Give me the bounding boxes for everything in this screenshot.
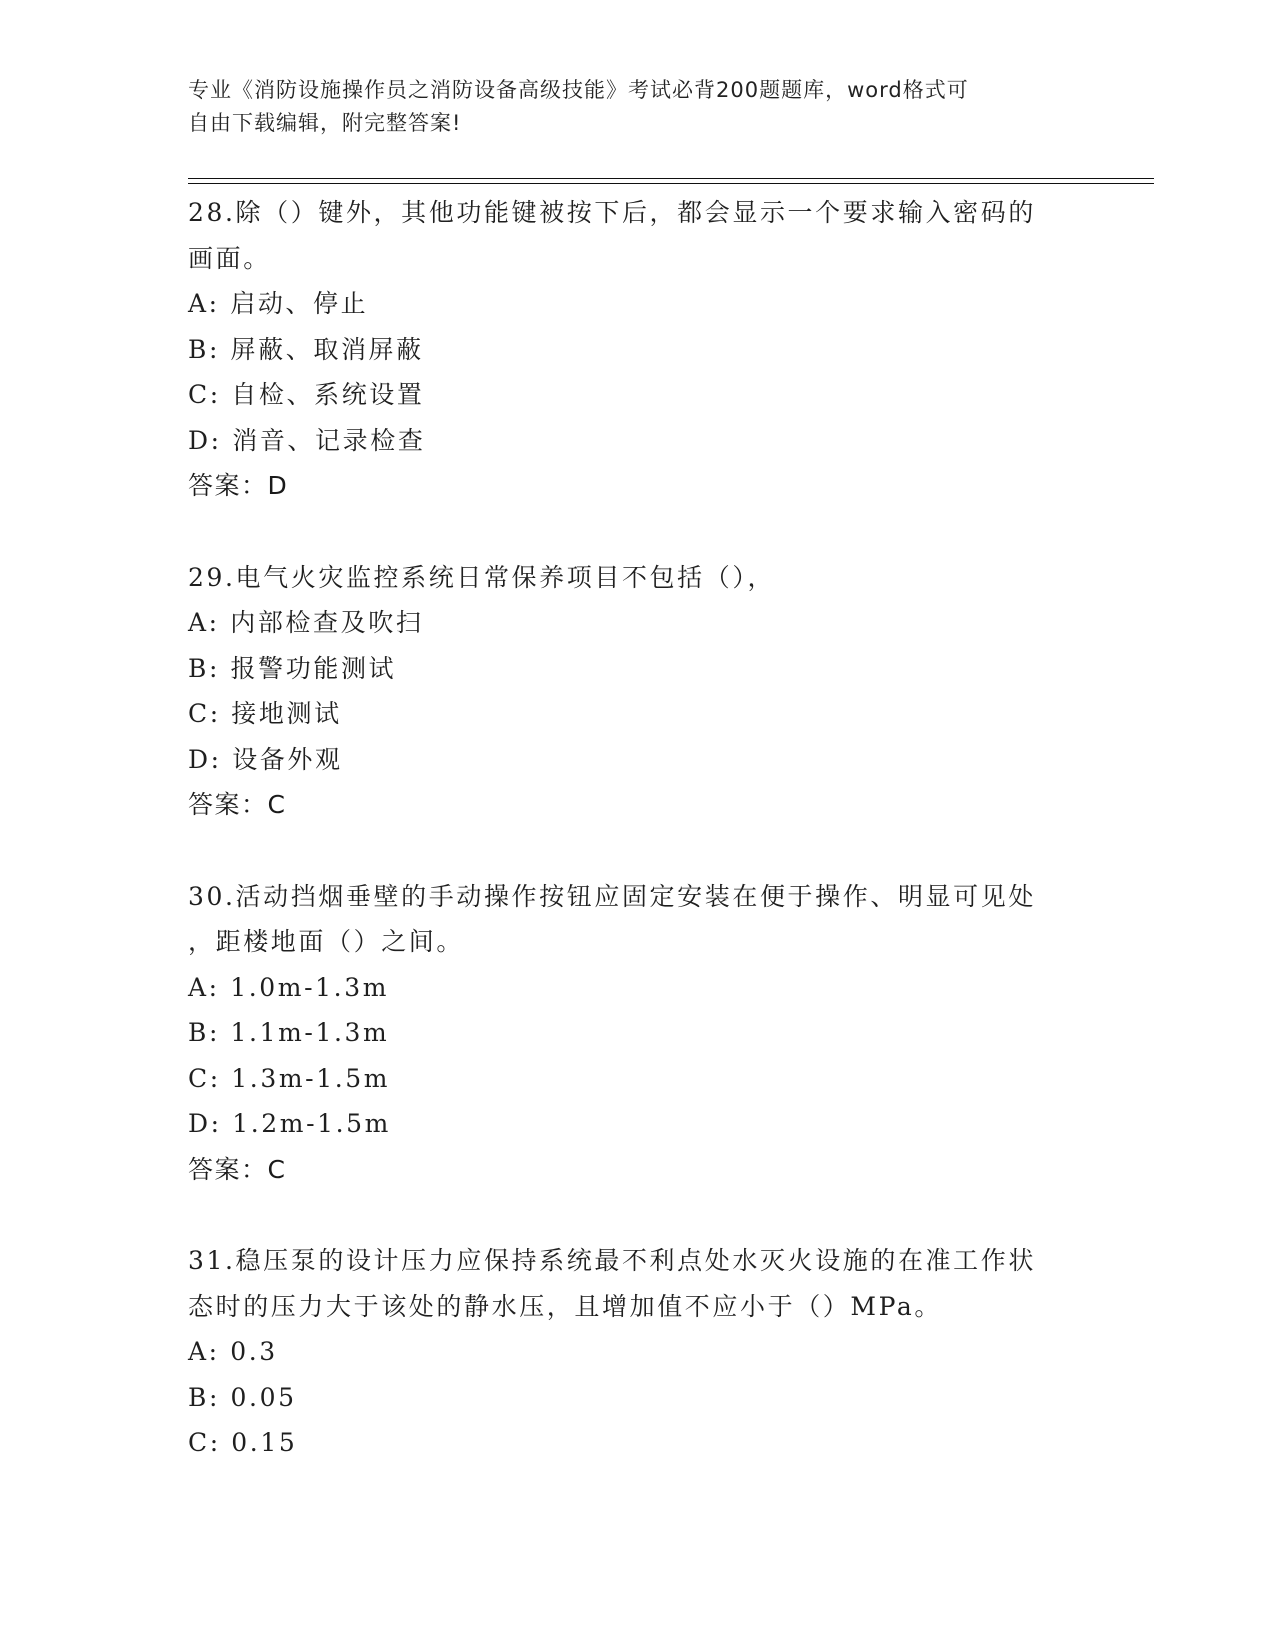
- question-31: [188, 1238, 1088, 1466]
- option-b: B: 报警功能测试: [188, 653, 397, 683]
- option-b: B: 0.05: [188, 1382, 297, 1412]
- option-d: D: 设备外观: [188, 744, 343, 774]
- question-stem-line: 30.活动挡烟垂壁的手动操作按钮应固定安装在便于操作、明显可见处: [188, 881, 1036, 911]
- header-divider-bottom: [188, 183, 1154, 184]
- question-stem-line: 29.电气火灾监控系统日常保养项目不包括（），: [188, 562, 776, 592]
- document-header: [188, 74, 1088, 140]
- option-c: C: 自检、系统设置: [188, 380, 425, 409]
- option-b: B: 屏蔽、取消屏蔽: [188, 334, 424, 364]
- answer-label: 答案：D: [188, 471, 289, 500]
- question-stem-line: ，距楼地面（）之间。: [188, 927, 465, 956]
- option-c: C: 0.15: [188, 1428, 298, 1457]
- option-c: C: 1.3m-1.5m: [188, 1063, 391, 1093]
- option-d: D: 1.2m-1.5m: [188, 1109, 391, 1138]
- question-stem-line: 31.稳压泵的设计压力应保持系统最不利点处水灭火设施的在准工作状: [188, 1246, 1036, 1275]
- question-30: [188, 874, 1088, 1193]
- option-c: C: 接地测试: [188, 699, 342, 728]
- option-a: A: 启动、停止: [188, 289, 369, 318]
- header-line-1: 专业《消防设施操作员之消防设备高级技能》考试必背200题题库，word格式可: [188, 78, 969, 102]
- question-stem-line: 画面。: [188, 243, 271, 273]
- option-d: D: 消音、记录检查: [188, 425, 426, 455]
- question-stem-line: 28.除（）键外，其他功能键被按下后，都会显示一个要求输入密码的: [188, 198, 1036, 227]
- question-stem-line: 态时的压力大于该处的静水压，且增加值不应小于（）MPa。: [188, 1291, 943, 1321]
- answer-label: 答案：C: [188, 790, 287, 819]
- option-a: A: 1.0m-1.3m: [188, 972, 389, 1002]
- question-29: [188, 555, 1088, 828]
- header-line-2: 自由下载编辑，附完整答案!: [188, 111, 462, 135]
- header-divider-top: [188, 178, 1154, 179]
- option-a: A: 0.3: [188, 1337, 278, 1366]
- option-b: B: 1.1m-1.3m: [188, 1018, 390, 1047]
- answer-label: 答案：C: [188, 1154, 287, 1184]
- option-a: A: 内部检查及吹扫: [188, 608, 424, 637]
- question-28: [188, 190, 1088, 509]
- question-list: [188, 190, 1088, 1512]
